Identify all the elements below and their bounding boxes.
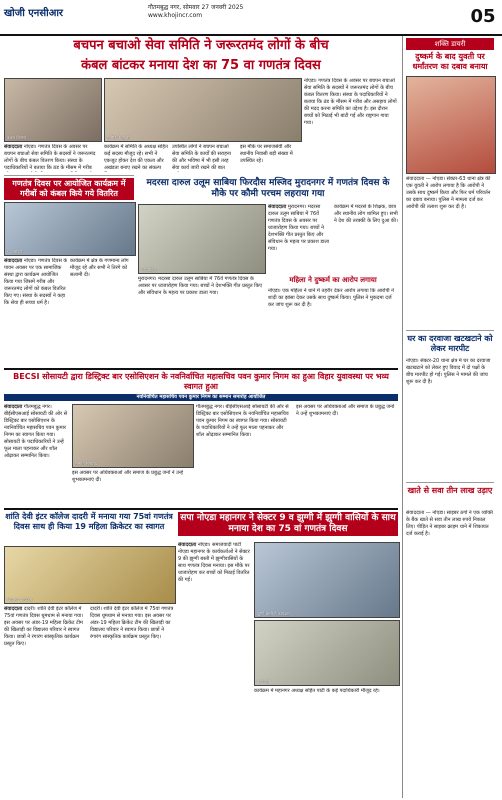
lead-photo-1 (4, 78, 102, 142)
story5-subline: नवनिर्वाचित महासचिव पवन कुमार निगम का सम्मान समारोह आयोजित (4, 394, 398, 401)
story7-body-col2: कार्यक्रम में महानगर अध्यक्ष सहित पार्टी के कई पदाधिकारी मौजूद रहे। (254, 688, 380, 694)
meta-line-1: गौतमबुद्ध नगर, सोमवार 27 जनवरी 2025 (148, 4, 244, 11)
story2-headline: गणतंत्र दिवस पर आयोजित कार्यक्रम में गरीबों को कंबल किये गये वितरित (4, 178, 134, 200)
story2-body-col1 (4, 258, 68, 366)
story7-body-col1 (178, 542, 250, 796)
section-band (4, 368, 398, 370)
paper-name: खोजी एनसीआर (4, 8, 64, 19)
story5-body-col1 (4, 404, 68, 504)
masthead-bar (0, 0, 502, 36)
story7-dateline: संवाददाता (178, 542, 197, 548)
page-number: 05 (470, 6, 496, 27)
photo-caption: झुग्गी बस्ती में कार्यक्रम (257, 611, 290, 616)
story5-dateline: संवाददाता (4, 404, 23, 410)
story6-body-col2: दादरी। शांति देवी इंटर कॉलेज में 75वां गणतंत्र दिवस धूमधाम से मनाया गया। इस अवसर पर अंडर-19 महिला क्रिकेट टीम की खिलाड़ी का विद्यालय परिवार ने स्वागत किया। छात्रों ने रंगारंग सांस्कृतिक कार्यक्रम प्रस्तुत किए। (90, 606, 174, 640)
photo-caption: ध्वजारोहण (141, 267, 157, 272)
story7-body-text: नोएडा। समाजवादी पार्टी नोएडा महानगर के कार्यकर्ताओं ने सेक्टर 9 की झुग्गी बस्ती में झुग्गीवासियों के साथ गणतंत्र दिवस मनाया। इस मौके पर ध्वजारोहण कर बच्चों को मिठाई वितरित की गई। (178, 542, 250, 583)
story2-dateline: संवाददाता (4, 258, 23, 264)
story3-body-text: मुरादनगर। मदरसा दारुल उलूम साबिया में 76वें गणतंत्र दिवस के अवसर पर ध्वजारोहण किया गया। बच्चों ने देशभक्ति गीत प्रस्तुत किए और संविधान के महत्व पर प्रकाश डाला गया। (268, 204, 330, 252)
story5-body-col4: इस अवसर पर अधिवक्ताओं और समाज के प्रबुद्ध जनों ने उन्हें शुभकामनाएं दीं। (296, 404, 395, 417)
lead-dateline: संवाददाता (4, 144, 23, 150)
story5-body-col2: इस अवसर पर अधिवक्ताओं और समाज के प्रबुद्ध जनों ने उन्हें शुभकामनाएं दीं। (72, 470, 184, 483)
story2-body-text: नोएडा। गणतंत्र दिवस के पावन अवसर पर एक सामाजिक संस्था द्वारा कार्यक्रम आयोजित किया गया जिसमें गरीब और जरूरतमंद लोगों को कंबल वितरित किए गए। संस्था के सदस्यों ने कहा कि सेवा ही सच्चा धर्म है। (4, 258, 68, 306)
photo-caption: विद्यालय कार्यक्रम (7, 597, 33, 602)
story3-dateline: संवाददाता (268, 204, 287, 210)
story6-body-col1 (4, 606, 88, 796)
story5-body-text: गौतमबुद्ध नगर। बीईसीएसआई सोसायटी की ओर से डिस्ट्रिक्ट बार एसोसिएशन के नवनिर्वाचित महासचिव पवन कुमार निगम का स्वागत किया गया। सोसायटी के पदाधिकारियों ने उन्हें फूल माला पहनाकर और शॉल ओढ़ाकर सम्मानित किया। (4, 404, 68, 459)
story7-photo-2 (254, 620, 400, 686)
story6-dateline: संवाददाता (4, 606, 23, 612)
story5-photo (72, 404, 194, 468)
dateline-meta (148, 4, 243, 20)
story3-body-col2: कार्यक्रम में मदरसे के शिक्षक, छात्र और स्थानीय लोग शामिल हुए। सभी ने देश की तरक्की के लिए दुआ की। (334, 204, 398, 224)
story3-headline: मदरसा दारुल उलूम साबिया फिरदौस मस्जिद मुरादनगर में गणतंत्र दिवस के मौके पर कौमी परचम लहराया गया (146, 178, 390, 199)
right-body-2: नोएडा। सेक्टर-20 थाना क्षेत्र में घर का दरवाजा खटखटाने को लेकर हुए विवाद में दो पक्षों के बीच मारपीट हो गई। पुलिस ने मामले की जांच शुरू कर दी है। (406, 358, 491, 385)
right-body-3: संवाददाता — नोएडा। साइबर ठगों ने एक व्यक्ति के बैंक खाते से सवा तीन लाख रुपये निकाल लिए। पीड़ित ने साइबर क्राइम थाने में शिकायत दर्ज कराई है। (406, 510, 493, 537)
right-headline-2: घर का दरवाजा खटखटाने को लेकर मारपीट (407, 334, 493, 353)
story6-headline: शांति देवी इंटर कॉलेज दादरी में मनाया गया 75वां गणतंत्र दिवस साथ ही किया 19 महिला क्रिकेटर का स्वागत (5, 512, 173, 531)
story6-body-text: दादरी। शांति देवी इंटर कॉलेज में 75वां गणतंत्र दिवस धूमधाम से मनाया गया। इस अवसर पर अंडर-19 महिला क्रिकेट टीम की खिलाड़ी का विद्यालय परिवार ने स्वागत किया। छात्रों ने रंगारंग सांस्कृतिक कार्यक्रम प्रस्तुत किए। (4, 606, 84, 647)
divider (406, 330, 494, 331)
lead-body-col3: उपस्थित लोगों ने बचपन बचाओ सेवा समिति के कार्यों की सराहना की और भविष्य में भी इसी तरह सेवा कार्य जारी रखने की बात (172, 144, 231, 171)
photo-caption: कार्यकर्ता (257, 679, 270, 684)
right-column-photo (406, 76, 496, 174)
story2-photo (4, 202, 136, 256)
story5-headline: BECSI सोसायटी द्वारा डिस्ट्रिक्ट बार एसोसिएशन के नवनिर्वाचित महासचिव पवन कुमार निगम का हुआ विहार युवावस्था पर भव्य स्वागत हुआ (13, 372, 389, 391)
lead-body-col1 (4, 144, 100, 172)
story3-body-col3: मुरादनगर। मदरसा दारुल उलूम साबिया में 76वें गणतंत्र दिवस के अवसर पर ध्वजारोहण किया गया। बच्चों ने देशभक्ति गीत प्रस्तुत किए और संविधान के महत्व पर प्रकाश डाला गया। (138, 276, 263, 296)
story5-body-col3: गौतमबुद्ध नगर। बीईसीएसआई सोसायटी की ओर से डिस्ट्रिक्ट बार एसोसिएशन के नवनिर्वाचित महासचिव पवन कुमार निगम का स्वागत किया गया। सोसायटी के पदाधिकारियों ने उन्हें फूल माला पहनाकर और शॉल ओढ़ाकर सम्मानित किया। (196, 404, 289, 438)
photo-caption: सम्मान समारोह (75, 461, 97, 466)
divider (4, 175, 134, 176)
section-band (4, 508, 398, 510)
lead-headline-line2: कंबल बांटकर मनाया देश का 75 वा गणतंत्र दिवस (81, 58, 321, 73)
meta-line-2: www.khojincr.com (148, 12, 203, 19)
story4-body: नोएडा। एक महिला ने थाने में तहरीर देकर आरोप लगाया कि आरोपी ने शादी का झांसा देकर उसके साथ दुष्कर्म किया। पुलिस ने मुकदमा दर्ज कर जांच शुरू कर दी है। (268, 288, 394, 308)
story7-headline: सपा नोएडा महानगर ने सेक्टर 9 व झुग्गी में झुग्गी वासियों के साथ मनाया देश का 75 वां गणतंत्र दिवस (178, 512, 398, 536)
lead-body-text-1: नोएडा। गणतंत्र दिवस के अवसर पर बचपन बचाओ सेवा समिति के सदस्यों ने जरूरतमंद लोगों के बीच कंबल वितरण किया। संस्था के पदाधिकारियों ने बताया कि ठंड के मौसम में गरीब (4, 144, 96, 171)
lead-body-col2: कार्यक्रम में समिति के अध्यक्ष सहित कई सदस्य मौजूद रहे। सभी ने एकजुट होकर देश की एकता और अखंडता बनाए रखने का संकल्प (104, 144, 168, 171)
story3-body-col1 (268, 204, 332, 272)
story7-photo-1 (254, 542, 400, 618)
right-body-1: संवाददाता — नोएडा। सेक्टर-63 थाना क्षेत्र की एक युवती ने आरोप लगाया है कि आरोपी ने उसके साथ दुष्कर्म किया और फिर धर्म परिवर्तन का दबाव बनाया। पुलिस ने मामला दर्ज कर आरोपी की तलाश शुरू कर दी है। (406, 176, 491, 210)
story6-photo (4, 546, 176, 604)
lead-body-col5: नोएडा। गणतंत्र दिवस के अवसर पर बचपन बचाओ सेवा समिति के सदस्यों ने जरूरतमंद लोगों के बीच कंबल वितरण किया। संस्था के पदाधिकारियों ने बताया कि ठंड के मौसम में गरीब और असहाय लोगों की मदद करना समिति का उद्देश्य है। इस दौरान बच्चों को मिठाई भी बांटी गई और राष्ट्रगान गाया गया। (304, 78, 397, 126)
right-headline-1: दुष्कर्म के बाद युवती पर धर्मांतरण का दबाव बनाया (412, 52, 488, 71)
right-column-badge: शक्ति डायरी (406, 38, 494, 50)
story4-title: महिला ने दुष्कर्म का आरोप लगाया (289, 276, 377, 284)
story3-photo (138, 204, 266, 274)
lead-body-col4: इस मौके पर समाजसेवी और स्थानीय निवासी बड़ी संख्या में उपस्थित रहे। (240, 144, 293, 164)
story2-body-col2: कार्यक्रम में क्षेत्र के गणमान्य लोग मौजूद रहे और सभी ने तिरंगे को सलामी दी। (70, 258, 129, 278)
divider (406, 482, 494, 483)
photo-caption: समिति के सदस्य (107, 135, 131, 140)
photo-caption: कंबल वितरण (7, 135, 27, 140)
lead-photo-2 (104, 78, 302, 142)
lead-headline-line1: बचपन बचाओ सेवा समिति ने जरूरतमंद लोगों के बीच (73, 38, 329, 53)
right-headline-3: खाते से सवा तीन लाख उड़ाए (407, 486, 493, 495)
photo-caption: ध्वजारोहण (7, 249, 23, 254)
